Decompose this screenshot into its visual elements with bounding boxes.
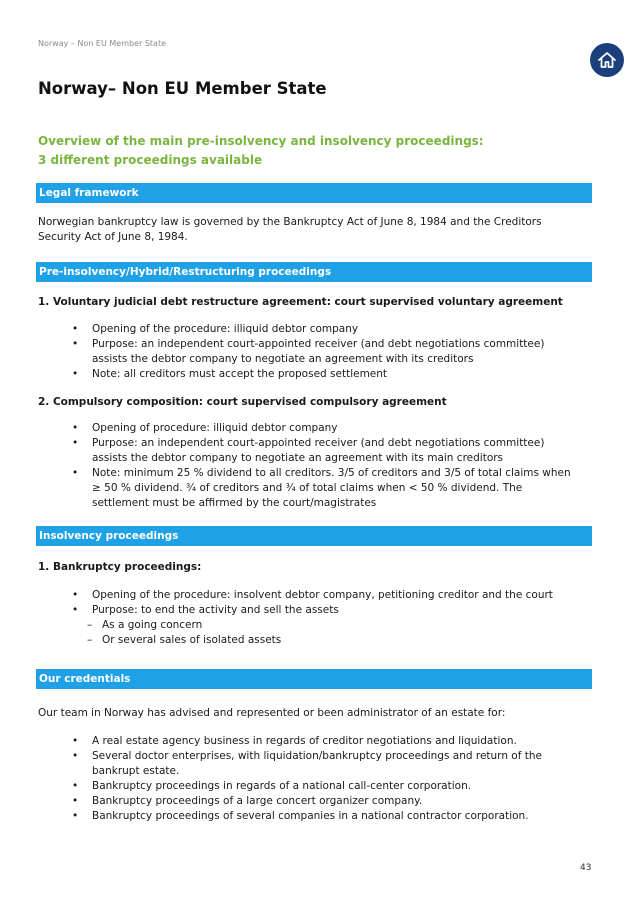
overview-heading xyxy=(38,132,484,170)
credentials-intro: Our team in Norway has advised and represented or been administrator of an estate for: xyxy=(38,707,506,719)
overview-line-2: 3 different proceedings available xyxy=(38,153,263,167)
section-bar-legal-framework: Legal framework xyxy=(36,183,592,203)
page-number: 43 xyxy=(580,863,592,873)
home-button[interactable] xyxy=(590,43,624,77)
pre-item-2-heading: 2. Compulsory composition: court supervised compulsory agreement xyxy=(38,396,447,408)
list-item: • Bankruptcy proceedings of several companies in a national contractor corporation. xyxy=(72,810,529,822)
section-bar-credentials: Our credentials xyxy=(36,669,592,689)
list-item: • Note: minimum 25 % dividend to all creditors. 3/5 of creditors and 3/5 of total claims when ≥ 50 % dividend. ¾ of creditors and ¾ of total claims when < 50 % dividend. The settlement must be affirmed by the court/magistrates xyxy=(72,467,571,509)
list-item: • Bankruptcy proceedings in regards of a national call-center corporation. xyxy=(72,780,472,792)
legal-line-1: Norwegian bankruptcy law is governed by the Bankruptcy Act of June 8, 1984 and the Creditors xyxy=(38,216,542,228)
running-header: Norway – Non EU Member State xyxy=(38,39,167,48)
list-item: • Note: all creditors must accept the proposed settlement xyxy=(72,368,388,380)
legal-line-2: Security Act of June 8, 1984. xyxy=(38,231,188,243)
list-item: • Opening of the procedure: illiquid debtor company xyxy=(72,323,359,335)
home-icon xyxy=(597,50,617,70)
pre-item-2-bullets xyxy=(72,421,592,511)
list-item: • A real estate agency business in regards of creditor negotiations and liquidation. xyxy=(72,735,517,747)
legal-framework-text xyxy=(38,215,590,245)
list-item: – As a going concern xyxy=(87,619,203,631)
pre-item-1-heading: 1. Voluntary judicial debt restructure agreement: court supervised voluntary agreement xyxy=(38,296,563,308)
list-item: • Bankruptcy proceedings of a large concert organizer company. xyxy=(72,795,423,807)
list-item: • Purpose: to end the activity and sell the assets – As a going concern – Or several sales of isolated assets xyxy=(92,603,592,648)
insolvency-sub-list xyxy=(87,618,592,648)
overview-line-1: Overview of the main pre-insolvency and insolvency proceedings: xyxy=(38,134,484,148)
credentials-bullets xyxy=(72,734,592,824)
insolvency-heading: 1. Bankruptcy proceedings: xyxy=(38,561,202,573)
list-item: • Purpose: an independent court-appointed receiver (and debt negotiations committee) assists the debtor company to negotiate an agreement with its main creditors xyxy=(72,437,545,464)
page-title: Norway– Non EU Member State xyxy=(38,79,327,98)
section-bar-insolvency: Insolvency proceedings xyxy=(36,526,592,546)
list-item: • Opening of procedure: illiquid debtor company xyxy=(72,422,338,434)
pre-item-1-bullets xyxy=(72,322,592,382)
list-item: • Opening of the procedure: insolvent debtor company, petitioning creditor and the court xyxy=(72,589,553,601)
insolvency-bullets xyxy=(72,588,592,648)
list-item: – Or several sales of isolated assets xyxy=(87,634,282,646)
section-bar-pre-insolvency: Pre-insolvency/Hybrid/Restructuring proceedings xyxy=(36,262,592,282)
list-item: • Purpose: an independent court-appointed receiver (and debt negotiations committee) assists the debtor company to negotiate an agreement with its creditors xyxy=(72,338,545,365)
list-item: • Several doctor enterprises, with liquidation/bankruptcy proceedings and return of the bankrupt estate. xyxy=(72,750,542,777)
